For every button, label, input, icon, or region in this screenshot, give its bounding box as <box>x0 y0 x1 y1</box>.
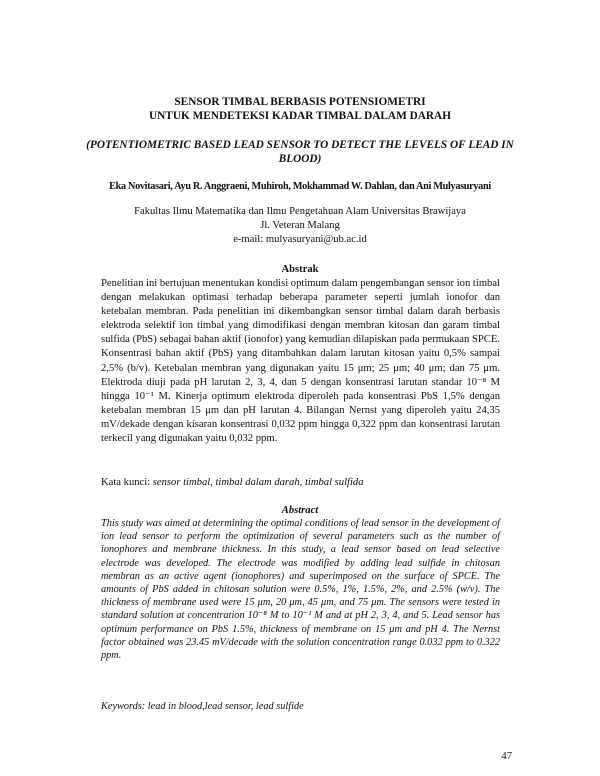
abstract-text: This study was aimed at determining the optimal conditions of lead sensor in the development of ion lead sensor to perform the optimization of several parameters such as the number of ionophores and membrane thickness. In this study, a lead sensor based on lead selective electrode was developed. The electrode was modified by adding lead sulfide in chitosan membran as an active agent (ionophores) and superimposed on the surface of SPCE. The amounts of PbS added in chitosan solution were 0.5%, 1%, 1.5%, 2%, and 2.5% (w/v). The thickness of membrane used were 15 μm, 20 μm, 45 μm, and 75 μm. The sensors were tested in standard solution at concentration 10⁻⁸ M to 10⁻¹ M and at pH 2, 3, 4, and 5. Lead sensor has optimum performance on PbS 1.5%, thickness of membrane on 15 μm and pH 4. The Nernst factor obtained was 23.45 mV/decade with the solution concentration range 0.032 ppm to 0.322 ppm. <box>101 518 500 662</box>
kata-kunci <box>101 476 500 490</box>
paper-title-english: (POTENTIOMETRIC BASED LEAD SENSOR TO DETECT THE LEVELS OF LEAD IN BLOOD) <box>86 139 514 165</box>
paper-title-line-2: UNTUK MENDETEKSI KADAR TIMBAL DALAM DARAH <box>148 110 451 122</box>
affiliation-email: e-mail: mulyasuryani@ub.ac.id <box>233 234 367 245</box>
paper-title <box>90 95 510 123</box>
affiliation-faculty: Fakultas Ilmu Matematika dan Ilmu Pengetahuan Alam Universitas Brawijaya <box>134 206 466 217</box>
abstract-heading: Abstract <box>281 505 319 516</box>
abstrak-text: Penelitian ini bertujuan menentukan kondisi optimum dalam pengembangan sensor ion timbal dengan melakukan optimasi terhadap beberapa parameter seperti jumlah ionofor dan ketebalan membran. Pada penelitian ini dikembangkan sensor timbal dalam darah berbasis elektroda selektif ion timbal yang dimodifikasi dengan membran kitosan dan garam timbal sulfida (PbS) sebagai bahan aktif (ionofor) yang kemudian dilapiskan pada permukaan SPCE. Konsentrasi bahan aktif (PbS) yang ditambahkan dalam larutan kitosan yaitu 0,5% sampai 2,5% (b/v). Ketebalan membran yang digunakan yaitu 15 μm; 25 μm; 40 μm; dan 75 μm. Elektroda diuji pada pH larutan 2, 3, 4, dan 5 dengan konsentrasi larutan standar 10⁻⁸ M hingga 10⁻¹ M. Kinerja optimum elektroda diperoleh pada konsentrasi PbS 1,5% dengan ketebalan membran 15 μm dan pH larutan 4. Bilangan Nernst yang diperoleh yaitu 24,35 mV/dekade dengan kisaran konsentrasi 0,032 ppm hingga 0,322 ppm dan konsentrasi larutan terkecil yang digunakan yaitu 0,032 ppm. <box>101 278 500 445</box>
affiliation-block <box>90 205 510 247</box>
author-list: Eka Novitasari, Ayu R. Anggraeni, Muhiroh, Mokhammad W. Dahlan, dan Ani Mulyasuryani <box>109 181 491 192</box>
abstrak-heading: Abstrak <box>281 264 319 275</box>
paper-title-line-1: SENSOR TIMBAL BERBASIS POTENSIOMETRI <box>174 96 426 108</box>
kata-kunci-label: Kata kunci: <box>101 477 151 488</box>
kata-kunci-value: sensor timbal, timbal dalam darah, timbal sulfida <box>152 477 364 488</box>
keywords: Keywords: lead in blood,lead sensor, lead sulfide <box>101 701 304 712</box>
affiliation-address: Jl. Veteran Malang <box>260 220 340 231</box>
page-number: 47 <box>501 751 512 762</box>
